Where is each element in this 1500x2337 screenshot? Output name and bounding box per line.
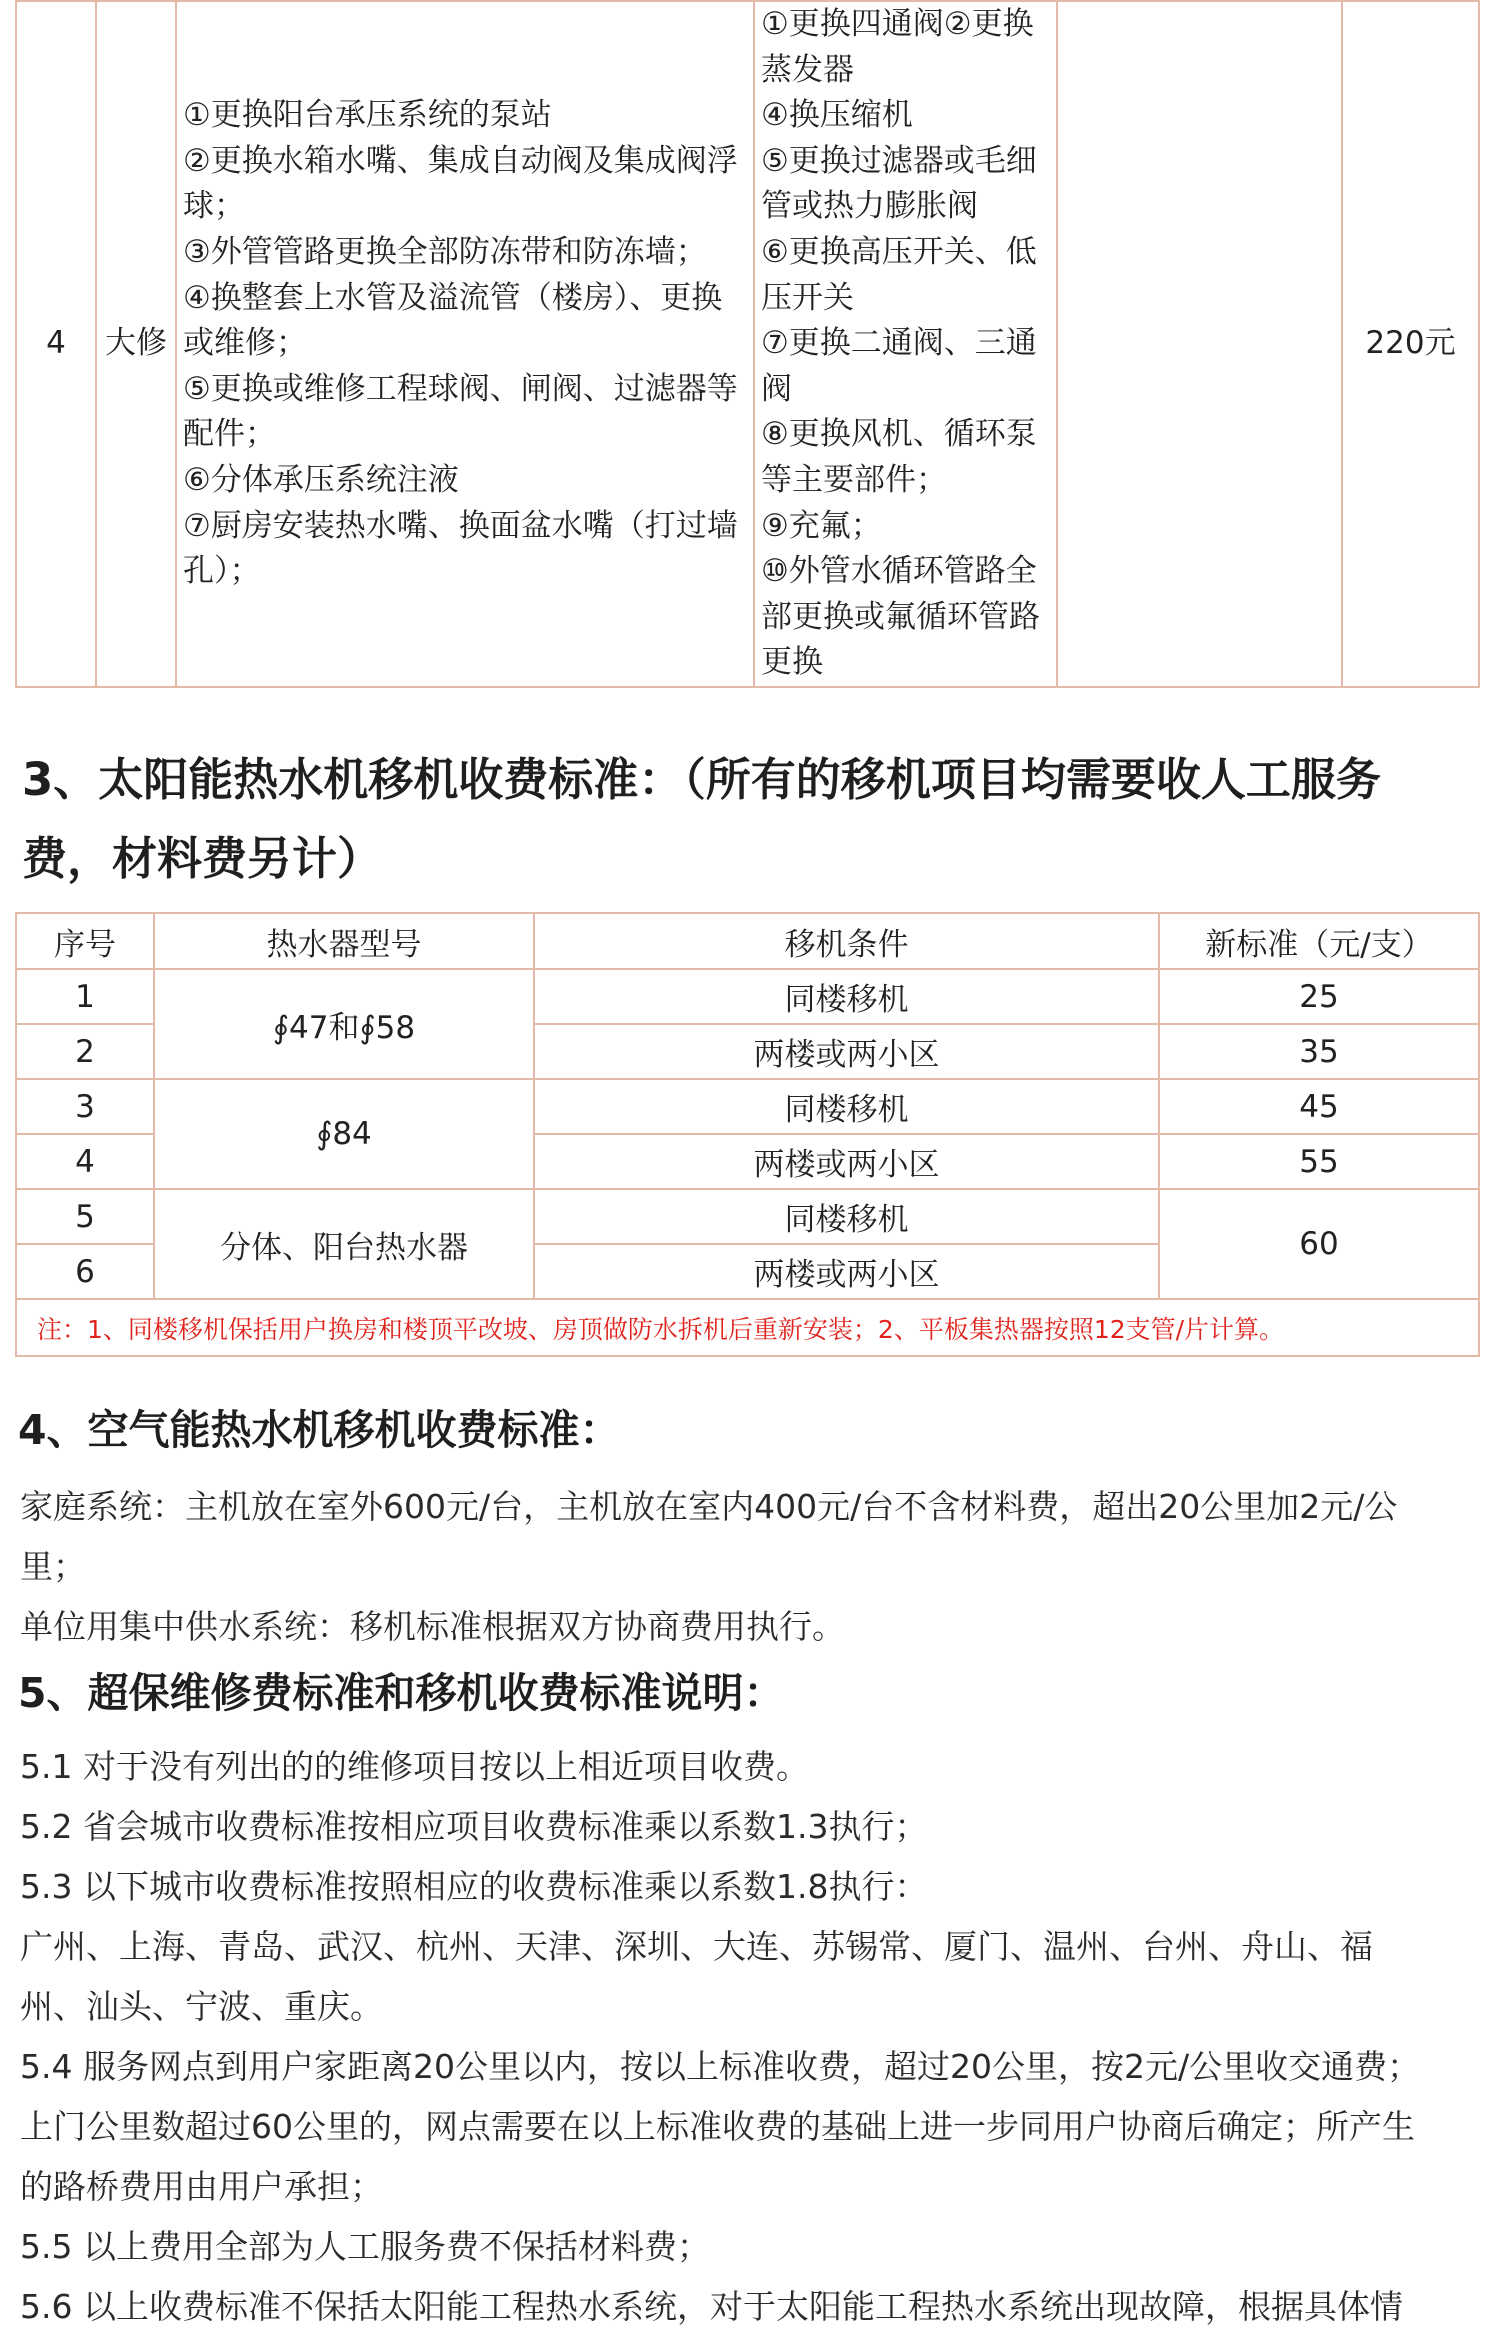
list-item: 管或热力膨胀阀: [761, 188, 978, 225]
list-item: ⑦更换二通阀、三通: [761, 325, 1037, 362]
list-item: ④换整套上水管及溢流管（楼房）、更换: [183, 279, 723, 316]
model-cell: ∮84: [154, 1079, 534, 1189]
row-number: 6: [16, 1244, 154, 1299]
row-number: 1: [16, 969, 154, 1024]
clause-5-4-line1: 5.4 服务网点到用户家距离20公里以内，按以上标准收费，超过20公里，按2元/公里收交通费；: [20, 2047, 1421, 2086]
home-system-text-line1: 家庭系统：主机放在室外600元/台，主机放在室内400元/台不含材料费，超出20公里加2元/公: [20, 1487, 1398, 1526]
price-cell: 220元: [1342, 1, 1479, 687]
column-header: 热水器型号: [154, 913, 534, 969]
list-item: ③外管管路更换全部防冻带和防冻墙；: [183, 234, 707, 271]
list-item: ⑥更换高压开关、低: [761, 234, 1037, 271]
list-item: ②更换水箱水嘴、集成自动阀及集成阀浮: [183, 142, 738, 179]
list-item: ①更换四通阀②更换: [761, 6, 1034, 43]
clause-5-6: 5.6 以上收费标准不保括太阳能工程热水系统，对于太阳能工程热水系统出现故障，根据具体情: [20, 2287, 1403, 2326]
row-index: 4: [16, 1, 96, 687]
list-item: 孔）；: [183, 553, 261, 590]
condition-cell: 两楼或两小区: [534, 1244, 1159, 1299]
list-item: 蒸发器: [761, 51, 854, 88]
list-item: 阀: [761, 370, 792, 407]
model-cell: 分体、阳台热水器: [154, 1189, 534, 1299]
price-cell-empty: [1057, 1, 1342, 687]
clause-5-5: 5.5 以上费用全部为人工服务费不保括材料费；: [20, 2227, 710, 2266]
table-row: [16, 1189, 1479, 1244]
price-cell: 45: [1159, 1079, 1479, 1134]
column-header: 移机条件: [534, 913, 1159, 969]
row-number: 2: [16, 1024, 154, 1079]
section-3-title-line1: 3、太阳能热水机移机收费标准：（所有的移机项目均需要收人工服务: [22, 753, 1381, 806]
list-item: ④换压缩机: [761, 97, 913, 134]
list-item: ⑤更换或维修工程球阀、闸阀、过滤器等: [183, 370, 738, 407]
list-item: 部更换或氟循环管路: [761, 598, 1040, 635]
section-5-title: 5、超保维修费标准和移机收费标准说明：: [18, 1669, 785, 1717]
table-row: [16, 1, 1479, 687]
list-item: ⑥分体承压系统注液: [183, 461, 459, 498]
solar-relocation-fee-table: [15, 912, 1480, 1357]
list-item: ⑩外管水循环管路全: [761, 553, 1037, 590]
list-item: ⑦厨房安装热水嘴、换面盆水嘴（打过墙: [183, 507, 738, 544]
column-header: 新标准（元/支）: [1159, 913, 1479, 969]
condition-cell: 同楼移机: [534, 969, 1159, 1024]
price-cell: 35: [1159, 1024, 1479, 1079]
clause-5-2: 5.2 省会城市收费标准按相应项目收费标准乘以系数1.3执行；: [20, 1807, 928, 1846]
list-item: 压开关: [761, 279, 854, 316]
table-row: [16, 1079, 1479, 1134]
condition-cell: 两楼或两小区: [534, 1024, 1159, 1079]
list-item: ⑤更换过滤器或毛细: [761, 142, 1037, 179]
price-cell: 25: [1159, 969, 1479, 1024]
list-item: 配件；: [183, 416, 276, 453]
price-cell: 55: [1159, 1134, 1479, 1189]
list-item: ⑨充氟；: [761, 507, 882, 544]
list-item: 等主要部件；: [761, 461, 947, 498]
section-3-title-line2: 费，材料费另计）: [22, 832, 383, 885]
list-item: 或维修；: [183, 325, 307, 362]
price-cell: 60: [1159, 1189, 1479, 1299]
list-item: 更换: [761, 644, 823, 681]
row-number: 4: [16, 1134, 154, 1189]
list-item: 球；: [183, 188, 245, 225]
row-number: 3: [16, 1079, 154, 1134]
model-cell: ∮47和∮58: [154, 969, 534, 1079]
repair-category: 大修: [96, 1, 176, 687]
clause-5-4-line2: 上门公里数超过60公里的，网点需要在以上标准收费的基础上进一步同用户协商后确定；所产生: [20, 2107, 1415, 2146]
city-list-line1: 广州、上海、青岛、武汉、杭州、天津、深圳、大连、苏锡常、厦门、温州、台州、舟山、福: [20, 1927, 1373, 1966]
city-list-line2: 州、汕头、宁波、重庆。: [20, 1987, 383, 2026]
clause-5-3: 5.3 以下城市收费标准按照相应的收费标准乘以系数1.8执行：: [20, 1867, 928, 1906]
table-note-row: [16, 1299, 1479, 1356]
column-header: 序号: [16, 913, 154, 969]
list-item: ⑧更换风机、循环泵: [761, 416, 1037, 453]
list-item: ①更换阳台承压系统的泵站: [183, 97, 552, 134]
clause-5-1: 5.1 对于没有列出的的维修项目按以上相近项目收费。: [20, 1747, 809, 1786]
section-3-title: [22, 740, 1462, 898]
condition-cell: 同楼移机: [534, 1079, 1159, 1134]
row-number: 5: [16, 1189, 154, 1244]
repair-fee-table: [15, 0, 1480, 688]
unit-system-text: 单位用集中供水系统：移机标准根据双方协商费用执行。: [20, 1607, 845, 1646]
table-header-row: [16, 913, 1479, 969]
clause-5-4-line3: 的路桥费用由用户承担；: [20, 2167, 383, 2206]
table-row: [16, 969, 1479, 1024]
section-4-title: 4、空气能热水机移机收费标准：: [18, 1406, 621, 1454]
heat-pump-repair-items: [754, 1, 1057, 687]
condition-cell: 两楼或两小区: [534, 1134, 1159, 1189]
solar-repair-items: [176, 1, 754, 687]
condition-cell: 同楼移机: [534, 1189, 1159, 1244]
home-system-text-line2: 里；: [20, 1547, 86, 1586]
table-note: 注：1、同楼移机保括用户换房和楼顶平改坡、房顶做防水拆机后重新安装；2、平板集热器按照12支管/片计算。: [16, 1299, 1479, 1356]
